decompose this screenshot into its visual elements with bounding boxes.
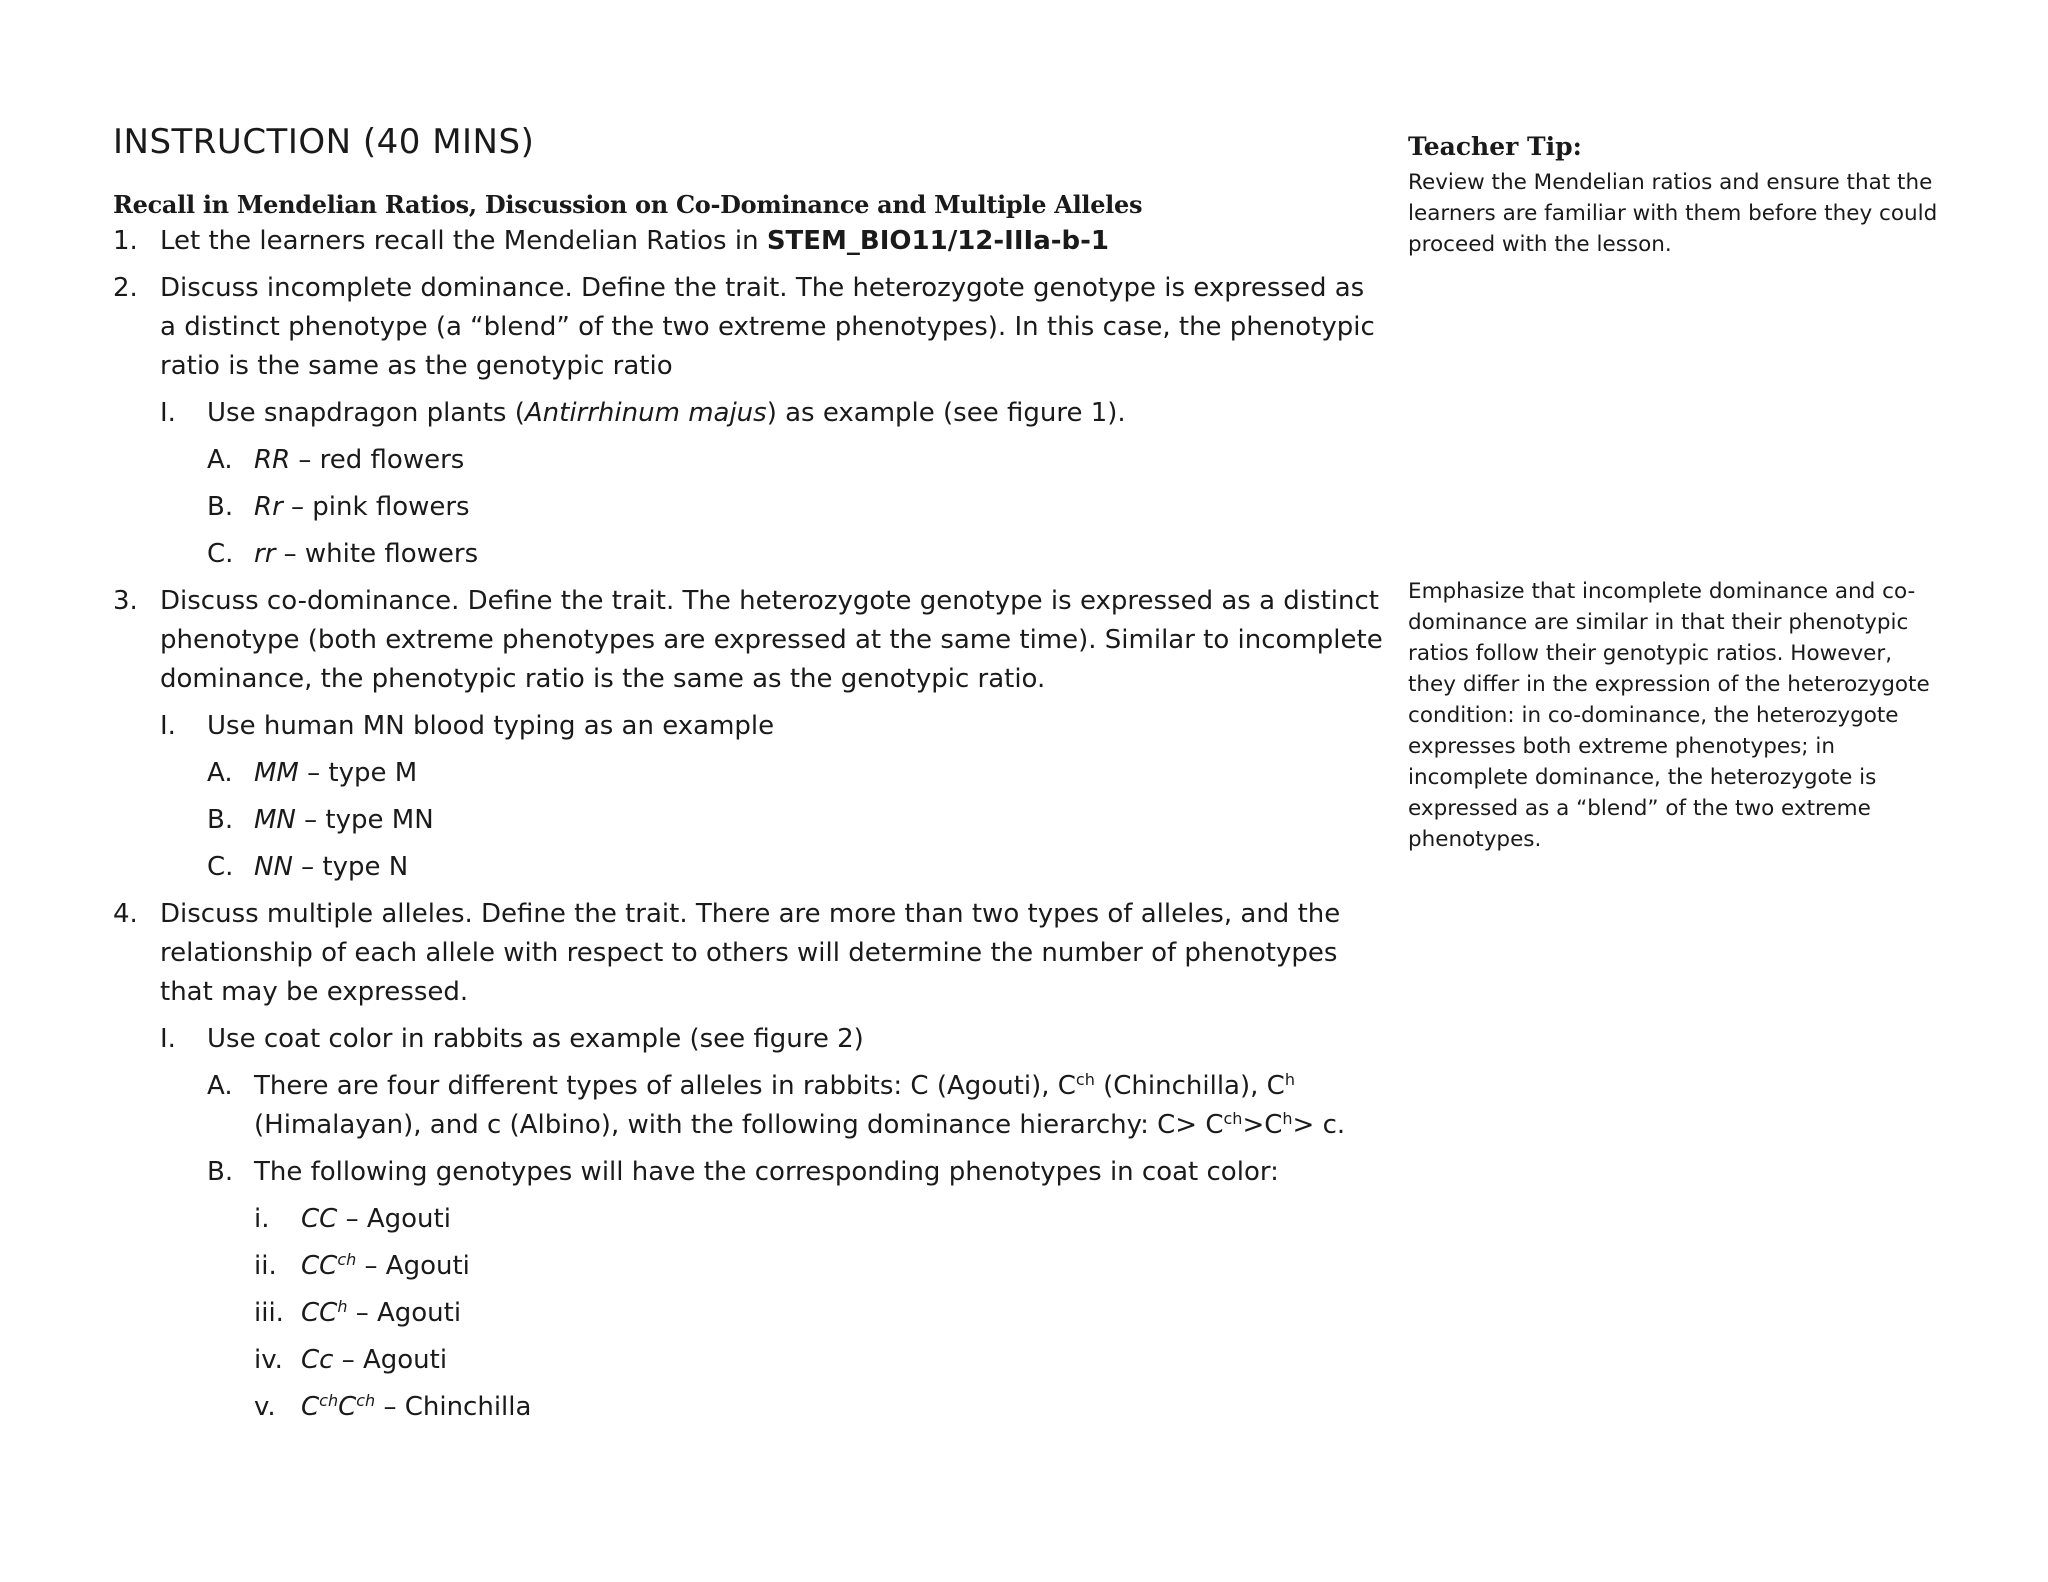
list-marker: iii.: [254, 1298, 284, 1328]
genotype-row: [113, 1341, 1383, 1380]
list-item-text: [254, 1067, 1383, 1145]
phenotype: – type M: [298, 758, 418, 788]
genotype: rr: [254, 539, 276, 569]
list-marker: A.: [207, 1071, 233, 1101]
phenotype: – white flowers: [275, 539, 479, 569]
phenotype: – red flowers: [290, 445, 465, 475]
list-marker: 3.: [113, 586, 138, 616]
list-item-text: [301, 1341, 1383, 1380]
list-item-text: Use coat color in rabbits as example (see figure 2): [207, 1024, 864, 1054]
list-marker: I.: [160, 1024, 176, 1054]
list-subitem: [113, 707, 1383, 746]
list-item-text: Discuss incomplete dominance. Define the trait. The heterozygote genotype is expressed as a distinct phenotype (a “blend” of the two extreme phenotypes). In this case, the phenotypic ratio is the same as the genotypic ratio: [160, 273, 1375, 381]
genotype: Cc: [301, 1345, 334, 1375]
teacher-tip-2: Emphasize that incomplete dominance and co-dominance are similar in that their phenotypic ratios follow their genotypic ratios. However, they differ in the expression of the heterozygote condition: in co-dominance, the heterozygote expresses both extreme phenotypes; in incomplete dominance, the heterozygote is expressed as a “blend” of the two extreme phenotypes.: [1408, 579, 1930, 852]
list-marker: i.: [254, 1204, 270, 1234]
genotype: MM: [254, 758, 299, 788]
list-subitem: [113, 488, 1383, 527]
list-item-text: [207, 394, 1383, 433]
allele-superscript: h: [1284, 1070, 1295, 1089]
list-item-text: [254, 848, 1383, 887]
list-marker: 2.: [113, 273, 138, 303]
genotype: CC: [301, 1204, 338, 1234]
list-item-text: The following genotypes will have the corresponding phenotypes in coat color:: [254, 1157, 1279, 1187]
list-item-text: Use human MN blood typing as an example: [207, 711, 775, 741]
list-item-text: [254, 801, 1383, 840]
list-marker: C.: [207, 852, 234, 882]
page-title: INSTRUCTION (40 MINS): [113, 122, 535, 162]
allele-superscript: ch: [1223, 1109, 1243, 1128]
list-item-text: [160, 222, 1383, 261]
list-marker: I.: [160, 398, 176, 428]
competency-code: STEM_BIO11/12-IIIa-b-1: [766, 226, 1110, 256]
list-item-text: [254, 535, 1383, 574]
phenotype: – type N: [292, 852, 409, 882]
item-text: ) as example (see figure 1).: [766, 398, 1126, 428]
teacher-tip-1: Review the Mendelian ratios and ensure that the learners are familiar with them before they could proceed with the lesson.: [1408, 170, 1938, 257]
list-marker: A.: [207, 445, 233, 475]
genotype-row: [113, 1200, 1383, 1239]
list-marker: I.: [160, 711, 176, 741]
list-subitem: [113, 754, 1383, 793]
list-marker: v.: [254, 1392, 276, 1422]
item-text: Let the learners recall the Mendelian Ratios in: [160, 226, 767, 256]
list-subitem: [113, 1067, 1383, 1145]
list-item-text: Discuss multiple alleles. Define the trait. There are more than two types of alleles, and the relationship of each allele with respect to others will determine the number of phenotypes that may be expressed.: [160, 899, 1341, 1007]
list-item-text: [301, 1200, 1383, 1239]
list-marker: iv.: [254, 1345, 283, 1375]
list-item-text: [254, 754, 1383, 793]
genotype: Rr: [254, 492, 283, 522]
list-item-4: [113, 895, 1383, 1012]
genotype: MN: [254, 805, 296, 835]
species-name: Antirrhinum majus: [524, 398, 767, 428]
list-item-text: [254, 441, 1383, 480]
item-text: > c.: [1292, 1110, 1346, 1140]
item-text: Use snapdragon plants (: [207, 398, 525, 428]
list-item-1: [113, 222, 1383, 261]
list-marker: A.: [207, 758, 233, 788]
list-subitem: [113, 801, 1383, 840]
item-text: There are four different types of alleles in rabbits: C (Agouti), C: [254, 1071, 1076, 1101]
teacher-tip-title: Teacher Tip:: [1408, 132, 1582, 161]
section-subtitle: Recall in Mendelian Ratios, Discussion on Co-Dominance and Multiple Alleles: [113, 190, 1143, 219]
item-text: (Chinchilla), C: [1094, 1071, 1285, 1101]
list-marker: 1.: [113, 226, 138, 256]
allele-superscript: h: [1282, 1109, 1293, 1128]
list-item-text: [301, 1294, 1383, 1333]
list-subitem: [113, 394, 1383, 433]
phenotype: – Agouti: [347, 1298, 462, 1328]
genotype: CC: [301, 1298, 338, 1328]
list-item-3: [113, 582, 1383, 699]
list-subitem: [113, 441, 1383, 480]
list-marker: B.: [207, 492, 234, 522]
allele-superscript: ch: [319, 1391, 339, 1410]
allele-superscript: ch: [337, 1250, 357, 1269]
phenotype: – Agouti: [333, 1345, 448, 1375]
list-subitem: [113, 1020, 1383, 1059]
list-marker: 4.: [113, 899, 138, 929]
instruction-list: [113, 222, 1383, 1435]
genotype: C: [338, 1392, 357, 1422]
allele-superscript: ch: [1075, 1070, 1095, 1089]
list-marker: C.: [207, 539, 234, 569]
genotype-row: [113, 1247, 1383, 1286]
list-item-text: [301, 1388, 1383, 1427]
genotype-row: [113, 1388, 1383, 1427]
list-item-text: Discuss co-dominance. Define the trait. The heterozygote genotype is expressed as a distinct phenotype (both extreme phenotypes are expressed at the same time). Similar to incomplete dominance, the phenotypic ratio is the same as the genotypic ratio.: [160, 586, 1383, 694]
phenotype: – Chinchilla: [375, 1392, 532, 1422]
genotype: NN: [254, 852, 293, 882]
list-subitem: [113, 535, 1383, 574]
genotype: CC: [301, 1251, 338, 1281]
list-item-2: [113, 269, 1383, 386]
phenotype: – type MN: [295, 805, 434, 835]
phenotype: – Agouti: [337, 1204, 451, 1234]
item-text: (Himalayan), and c (Albino), with the following dominance hierarchy: C> C: [254, 1110, 1224, 1140]
genotype: RR: [254, 445, 291, 475]
allele-superscript: h: [337, 1297, 348, 1316]
phenotype: – pink flowers: [282, 492, 470, 522]
list-subitem: [113, 1153, 1383, 1192]
allele-superscript: ch: [356, 1391, 376, 1410]
list-subitem: [113, 848, 1383, 887]
genotype: C: [301, 1392, 320, 1422]
list-marker: B.: [207, 805, 234, 835]
genotype-row: [113, 1294, 1383, 1333]
item-text: >C: [1242, 1110, 1283, 1140]
list-item-text: [301, 1247, 1383, 1286]
list-item-text: [254, 488, 1383, 527]
list-marker: ii.: [254, 1251, 277, 1281]
phenotype: – Agouti: [356, 1251, 470, 1281]
list-marker: B.: [207, 1157, 234, 1187]
